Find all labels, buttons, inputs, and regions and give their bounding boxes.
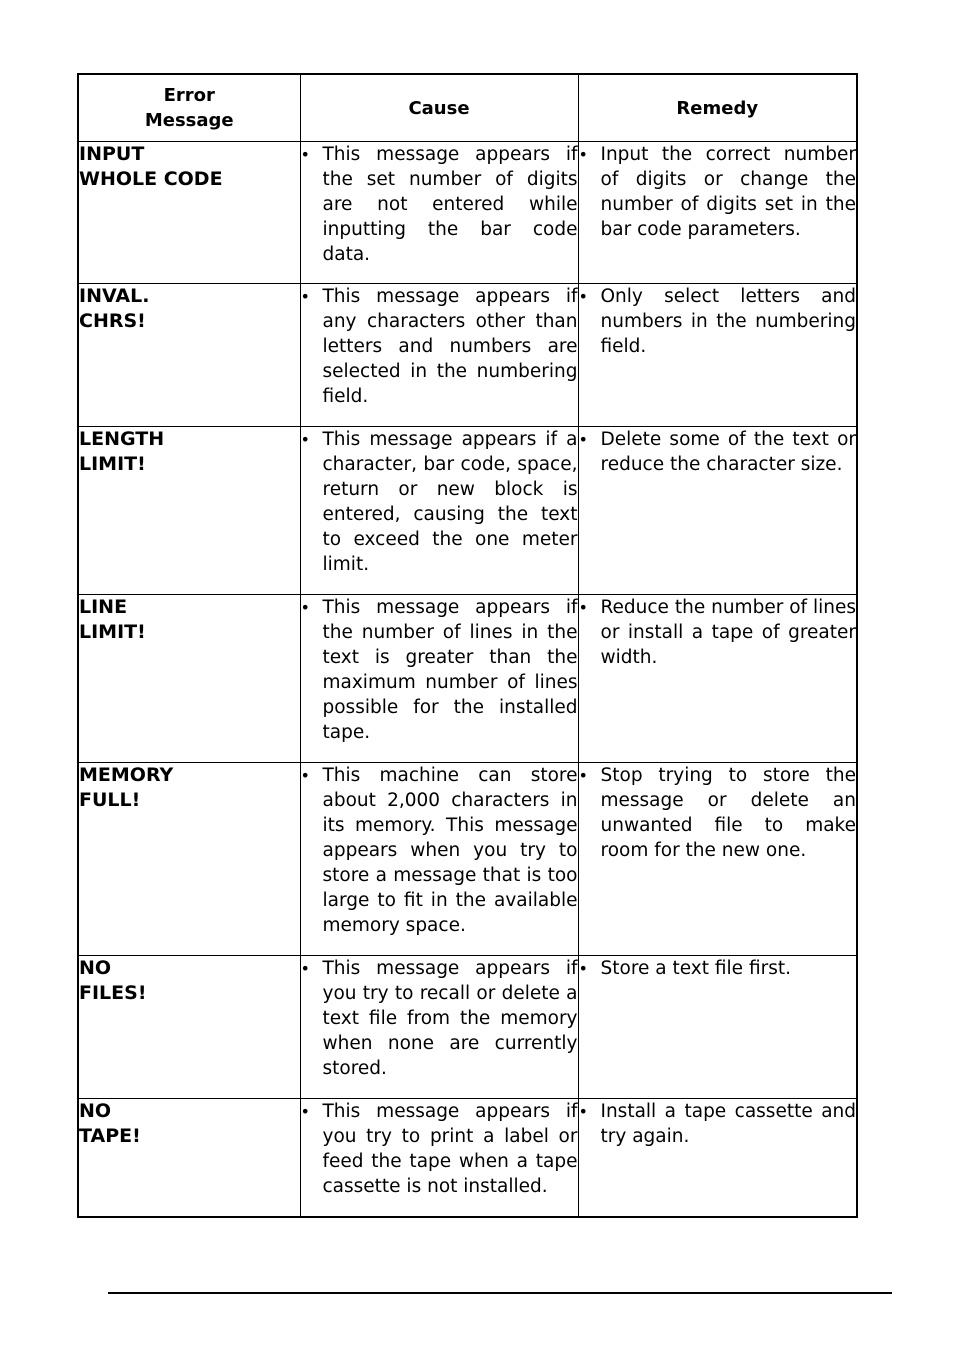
remedy-cell (578, 284, 857, 427)
cause-text: This message appears if any characters other than letters and numbers are selected in the numbering field. (322, 286, 578, 407)
error-message-line1: NO (79, 1100, 112, 1122)
error-message-line1: INVAL. (79, 285, 150, 307)
table-row (78, 1099, 857, 1217)
remedy-text: Delete some of the text or reduce the character size. (600, 429, 856, 475)
cause-text: This message appears if a character, bar code, space, return or new block is entered, causing the text to exceed the one meter limit. (322, 429, 578, 575)
header-error-line2: Message (144, 110, 234, 131)
table-row (78, 142, 857, 284)
cause-bullet-item (301, 142, 578, 267)
remedy-text: Install a tape cassette and try again. (600, 1101, 856, 1147)
cause-text: This message appears if you try to recall or delete a text file from the memory when none are currently stored. (322, 958, 578, 1079)
error-message-line1: NO (79, 957, 112, 979)
table-row (78, 284, 857, 427)
bullet-icon: • (578, 959, 588, 978)
error-message-cell (78, 956, 300, 1099)
error-message-cell (78, 427, 300, 595)
error-message-line2: FULL! (79, 789, 141, 811)
cause-bullet-item (301, 763, 578, 938)
remedy-text: Store a text file first. (600, 958, 791, 979)
header-error-message (78, 74, 300, 142)
header-error-line1: Error (163, 85, 215, 106)
remedy-bullet-item (579, 763, 857, 863)
remedy-cell (578, 956, 857, 1099)
remedy-cell (578, 763, 857, 956)
error-message-line1: LINE (79, 596, 128, 618)
error-message-line2: TAPE! (79, 1125, 141, 1147)
bullet-icon: • (300, 430, 310, 449)
bullet-icon: • (300, 766, 310, 785)
cause-bullet-item (301, 1099, 578, 1199)
error-message-line2: CHRS! (79, 310, 146, 332)
cause-cell (300, 142, 578, 284)
error-message-line2: FILES! (79, 982, 147, 1004)
remedy-cell (578, 595, 857, 763)
remedy-cell (578, 427, 857, 595)
remedy-text: Stop trying to store the message or delete an unwanted file to make room for the new one. (600, 765, 856, 861)
error-message-line1: INPUT (79, 143, 145, 165)
cause-bullet-item (301, 595, 578, 745)
cause-bullet-item (301, 284, 578, 409)
bullet-icon: • (300, 287, 310, 306)
bullet-icon: • (578, 430, 588, 449)
footer-divider (108, 1292, 892, 1294)
remedy-bullet-item (579, 1099, 857, 1149)
remedy-bullet-item (579, 142, 857, 242)
error-message-line2: WHOLE CODE (79, 168, 223, 190)
cause-text: This message appears if the set number of digits are not entered while inputting the bar code data. (322, 144, 578, 265)
error-message-cell (78, 284, 300, 427)
error-message-line1: LENGTH (79, 428, 165, 450)
error-message-line2: LIMIT! (79, 453, 146, 475)
table-row (78, 427, 857, 595)
error-message-cell (78, 595, 300, 763)
error-message-table (77, 73, 858, 1218)
cause-text: This machine can store about 2,000 characters in its memory. This message appears when you try to store a message that is too large to fit in the available memory space. (322, 765, 578, 936)
remedy-cell (578, 1099, 857, 1217)
remedy-bullet-item (579, 956, 857, 981)
cause-cell (300, 595, 578, 763)
cause-bullet-item (301, 956, 578, 1081)
cause-bullet-item (301, 427, 578, 577)
remedy-bullet-item (579, 427, 857, 477)
cause-cell (300, 956, 578, 1099)
bullet-icon: • (300, 598, 310, 617)
error-message-cell (78, 1099, 300, 1217)
bullet-icon: • (578, 766, 588, 785)
remedy-bullet-item (579, 284, 857, 359)
table-header-row (78, 74, 857, 142)
bullet-icon: • (300, 1102, 310, 1121)
bullet-icon: • (578, 145, 588, 164)
bullet-icon: • (578, 1102, 588, 1121)
remedy-text: Only select letters and numbers in the numbering field. (600, 286, 856, 357)
cause-cell (300, 427, 578, 595)
remedy-text: Reduce the number of lines or install a tape of greater width. (600, 597, 856, 668)
error-message-line1: MEMORY (79, 764, 174, 786)
error-message-line2: LIMIT! (79, 621, 146, 643)
cause-cell (300, 1099, 578, 1217)
bullet-icon: • (578, 598, 588, 617)
header-remedy: Remedy (578, 74, 857, 142)
error-message-cell (78, 763, 300, 956)
cause-cell (300, 763, 578, 956)
bullet-icon: • (300, 145, 310, 164)
cause-text: This message appears if you try to print a label or feed the tape when a tape cassette is not installed. (322, 1101, 578, 1197)
bullet-icon: • (300, 959, 310, 978)
error-message-cell (78, 142, 300, 284)
remedy-cell (578, 142, 857, 284)
remedy-bullet-item (579, 595, 857, 670)
table-row (78, 595, 857, 763)
bullet-icon: • (578, 287, 588, 306)
cause-text: This message appears if the number of lines in the text is greater than the maximum number of lines possible for the installed tape. (322, 597, 578, 743)
table-row (78, 763, 857, 956)
table-row (78, 956, 857, 1099)
header-cause: Cause (300, 74, 578, 142)
remedy-text: Input the correct number of digits or change the number of digits set in the bar code parameters. (600, 144, 856, 240)
cause-cell (300, 284, 578, 427)
